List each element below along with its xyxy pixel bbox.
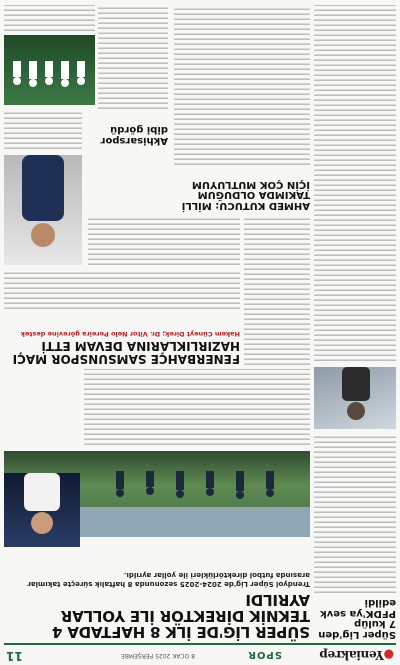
coach-icon [4,155,82,265]
team-group-photo [4,35,95,105]
second-story [4,330,240,365]
third-story-headline: AHMED KUTUCU: MİLLİ TAKIMDA OLDUĞUM İÇİN ÇOK MUTLUYUM [181,179,310,211]
main-story-body-2 [244,215,310,365]
left-story-body [314,433,396,593]
page-number: 11 [6,649,23,663]
logo-text: Yeniakrep [319,648,384,662]
coach-caption-body [4,109,82,149]
player-portrait-icon [4,473,80,547]
main-story-deck: Trendyol Süper Lig'de 2024-2025 sezonunda 8 haftalık süreçte takımlar arasında futbol direktörlükleri ile yollar ayrıldı. [27,571,310,588]
third-story [174,179,310,211]
player-portrait-photo [4,473,80,547]
coach-photo [4,155,82,265]
fourth-story-body [98,5,168,109]
fourth-story [98,124,168,145]
left-story-body-2 [314,5,396,361]
main-story-body [84,369,310,445]
issue-date: 8 OCAK 2025 PERŞEMBE [120,652,195,659]
second-story-kicker: Hakem Cüneyt Direk; Dr. Vitor Nelo Pereira görevine destek [20,329,240,338]
fourth-story-headline: Akhisarspor dibi gördü [100,124,168,146]
second-story-headline: FENERBAHÇE SAMSUNSPOR MAÇI HAZIRLIKLARINA DEVAM ETTİ [12,339,240,366]
group-photo-caption [4,5,95,31]
left-column-story [314,3,396,639]
left-story-headline: Süper Lig'den 7 kulüp PFDK'ya sevk edildi [318,597,396,640]
main-story [4,570,310,639]
second-story-body-2 [88,215,240,265]
second-story-body [4,269,240,309]
left-story-photo [314,367,396,429]
main-story-headline: SÜPER LİG'DE İLK 8 HAFTADA 4 TEKNİK DİREKTÖR İLE YOLLAR AYRILDI [52,591,310,641]
section-name: SPOR [247,649,282,660]
player-photo-icon [314,367,396,429]
masthead [0,643,400,665]
team-group-icon [4,35,95,105]
masthead-rule [4,643,396,645]
logo-dot-icon: ● [383,648,394,662]
third-story-body [174,5,310,165]
newspaper-logo [320,648,394,662]
